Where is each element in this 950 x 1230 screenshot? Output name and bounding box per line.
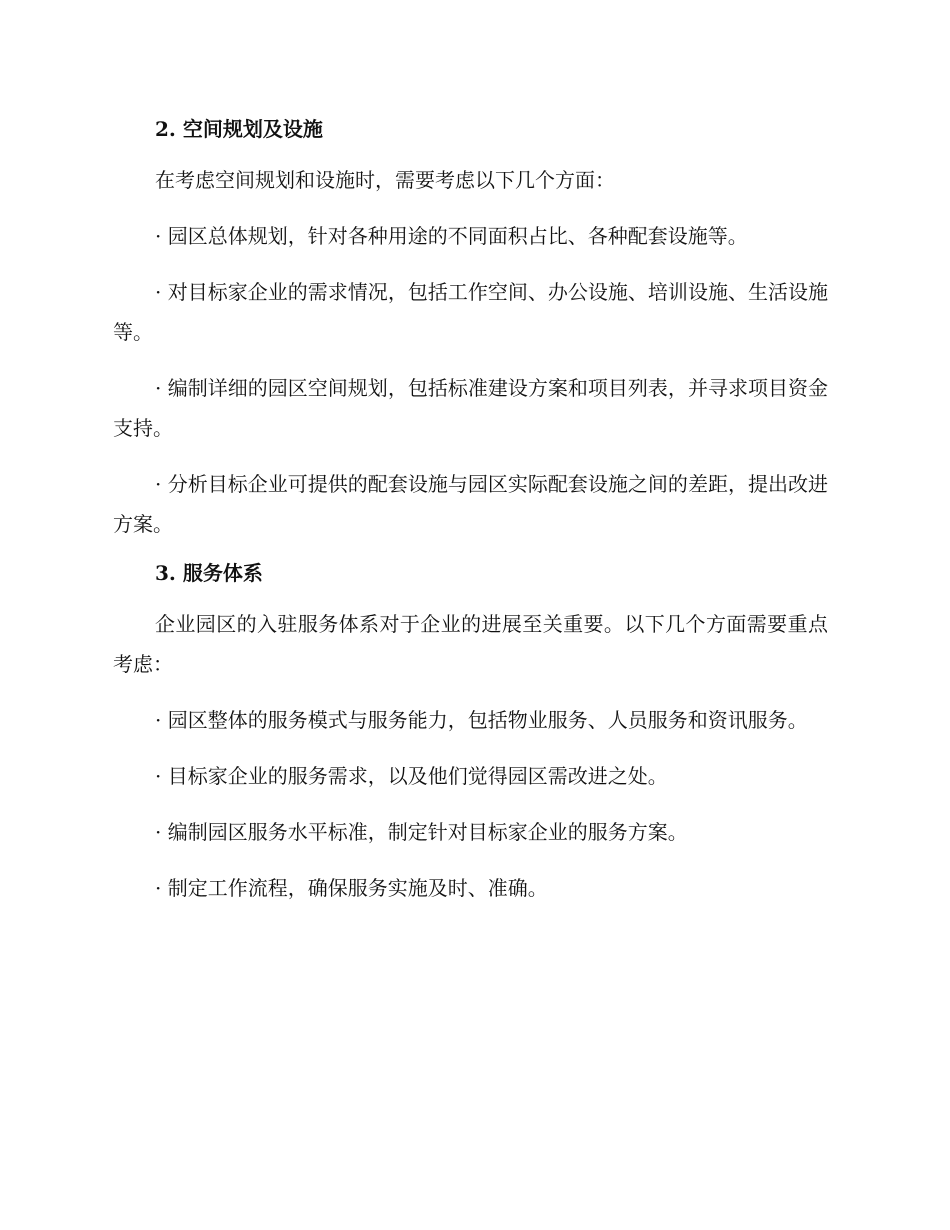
bullet-item: · 编制园区服务水平标准，制定针对目标家企业的服务方案。 xyxy=(155,820,688,844)
bullet-item: · 制定工作流程，确保服务实施及时、准确。 xyxy=(155,876,548,900)
section-intro: 在考虑空间规划和设施时，需要考虑以下几个方面： xyxy=(155,168,615,192)
section-heading-service-system: 3. 服务体系 xyxy=(155,561,263,585)
bullet-item: · 园区整体的服务模式与服务能力，包括物业服务、人员服务和资讯服务。 xyxy=(155,708,808,732)
bullet-item: · 园区总体规划，针对各种用途的不同面积占比、各种配套设施等。 xyxy=(155,224,748,248)
bullet-item: · 编制详细的园区空间规划，包括标准建设方案和项目列表，并寻求项目资金支持。 xyxy=(113,376,828,440)
bullet-item: · 目标家企业的服务需求，以及他们觉得园区需改进之处。 xyxy=(155,764,668,788)
bullet-item: · 分析目标企业可提供的配套设施与园区实际配套设施之间的差距，提出改进方案。 xyxy=(113,472,828,536)
section-heading-space-planning: 2. 空间规划及设施 xyxy=(155,117,323,141)
section-intro: 企业园区的入驻服务体系对于企业的进展至关重要。以下几个方面需要重点考虑： xyxy=(113,612,828,676)
bullet-item: · 对目标家企业的需求情况，包括工作空间、办公设施、培训设施、生活设施等。 xyxy=(113,280,828,344)
